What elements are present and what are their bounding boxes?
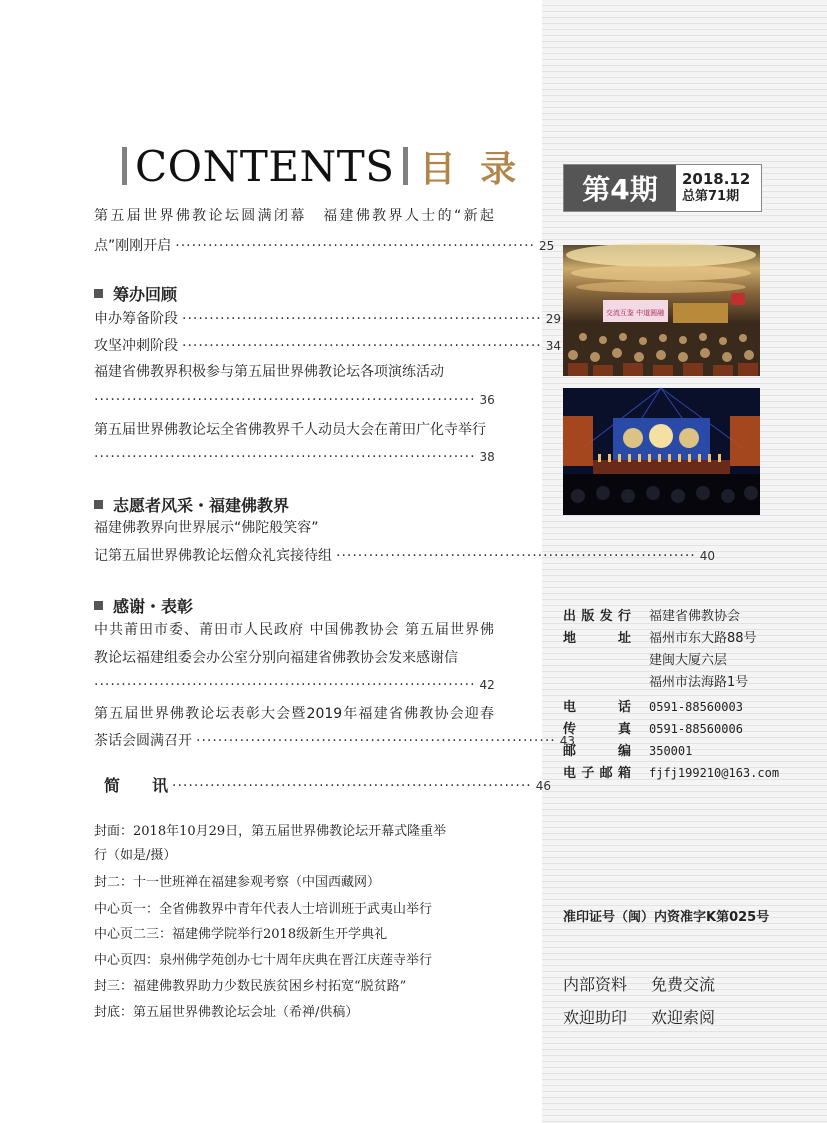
leader-dots: ·································································· [196,733,556,749]
issue-info [676,165,761,211]
banner-text: 交流互鉴 中道圆融 [605,309,665,317]
title-bar-left [122,147,127,185]
section-heading-2 [94,493,289,516]
conference-hall-illustration [563,245,760,376]
section-title: 筹办回顾 [113,285,178,304]
page-number: 34 [545,339,561,353]
toc-entry[interactable] [94,675,494,695]
pub-label: 传真 [563,722,631,737]
toc-entry-line1[interactable]: 福建省佛教界积极参与第五届世界佛教论坛各项演练活动 [94,364,444,380]
leader-dots: ·································································· [336,548,696,564]
pub-value: 福州市法海路1号 [649,675,749,690]
pub-label: 出版发行 [563,609,631,624]
free-text: 欢迎助印 [563,1008,628,1027]
pub-value: 福建省佛教协会 [649,609,741,624]
toc-entry[interactable] [94,447,494,467]
leader-dots: ·································································· [172,778,532,794]
pub-label: 邮编 [563,744,631,759]
free-line2 [563,1005,739,1028]
pub-address-line3 [649,672,748,694]
mulu-title: 目 录 [419,148,523,190]
issue-date: 2018.12 [682,170,751,188]
pub-label: 电话 [563,700,631,715]
toc-entry[interactable] [94,336,561,356]
cover-caption: 封二：十一世班禅在福建参观考察（中国西藏网） [94,875,381,890]
free-text: 内部资料 [563,975,628,994]
pub-email [563,762,779,785]
toc-entry-text: 茶话会圆满召开 [94,733,192,749]
pub-value: 0591-88560003 [649,700,743,714]
section-square-icon [94,500,103,509]
stage-illustration [563,388,760,515]
leader-dots: ·································································· [182,338,542,354]
toc-entry[interactable] [94,390,494,410]
page-number: 46 [535,779,552,793]
toc-entry-text: 攻坚冲刺阶段 [94,338,178,354]
free-line1 [563,972,739,995]
toc-entry-line2[interactable]: 教论坛福建组委会办公室分别向福建省佛教协会发来感谢信 [94,650,458,666]
page-number: 29 [545,312,561,326]
stage-performance-photo [563,388,760,515]
pub-zip [563,740,692,763]
issue-box [563,164,762,212]
permit-number: 准印证号（闽）内资准字K第025号 [563,910,770,925]
cover-caption: 封底：第五届世界佛教论坛会址（希禅/供稿） [94,1005,359,1020]
cover-caption: 中心页四：泉州佛学苑创办七十周年庆典在晋江庆莲寺举行 [94,953,433,968]
pub-value: 福州市东大路88号 [649,631,757,646]
leader-dots: ·································································· [182,311,542,327]
pub-phone [563,696,743,719]
pub-value: 0591-88560006 [649,722,743,736]
pub-publisher [563,606,740,628]
pub-address [563,628,757,650]
pub-value: 350001 [649,744,693,758]
cover-caption: 中心页二三：福建佛学院举行2018级新生开学典礼 [94,927,388,942]
section-heading-1 [94,282,177,305]
leader-dots: ·································································· [175,238,535,254]
page-number: 43 [559,734,575,748]
leader-dots: ······································································ [94,677,476,693]
toc-entry[interactable] [94,309,561,329]
section-title: 志愿者风采・福建佛教界 [113,496,290,515]
pub-address-line2 [649,650,727,672]
issue-number: 第4期 [564,165,676,211]
contents-header [122,140,522,192]
toc-entry-text: 申办筹备阶段 [94,311,178,327]
pub-value: 建闽大厦六层 [649,653,728,668]
pub-fax [563,718,743,741]
pub-value[interactable]: fjfj199210@163.com [649,766,780,780]
toc-entry-line1[interactable]: 中共莆田市委、莆田市人民政府 中国佛教协会 第五届世界佛 [94,622,494,638]
toc-entry-text: 记第五届世界佛教论坛僧众礼宾接待组 [94,548,332,564]
issue-total: 总第71期 [682,189,740,204]
section-heading-3 [94,594,193,617]
leader-dots: ······································································ [94,449,476,465]
section-square-icon [94,289,103,298]
toc-entry-line1[interactable]: 第五届世界佛教论坛表彰大会暨2019年福建省佛教协会迎春 [94,706,494,722]
pub-label: 电子邮箱 [563,766,631,781]
section-square-icon [94,601,103,610]
free-text: 欢迎索阅 [651,1008,716,1027]
leader-dots: ······································································ [94,392,476,408]
toc-lead-entry[interactable] [94,236,555,256]
page-number: 25 [538,239,555,253]
toc-lead-line1[interactable]: 第五届世界佛教论坛圆满闭幕 福建佛教界人士的“新起 [94,208,494,224]
section-title: 简 讯 [104,776,169,795]
title-bar-right [403,147,408,185]
section-heading-4[interactable] [94,776,552,796]
page-number: 36 [479,393,495,407]
toc-entry[interactable] [94,546,715,566]
toc-entry-line1[interactable]: 第五届世界佛教论坛全省佛教界千人动员大会在莆田广化寺举行 [94,422,486,438]
page-number: 40 [699,549,715,563]
cover-caption: 中心页一：全省佛教界中青年代表人士培训班于武夷山举行 [94,902,433,917]
cover-caption: 封三：福建佛教界助力少数民族贫困乡村拓宽“脱贫路” [94,979,407,994]
section-title: 感谢・表彰 [113,597,194,616]
cover-caption: 行（如是/摄） [94,848,177,863]
conference-hall-photo [563,245,760,376]
toc-entry-line1[interactable]: 福建佛教界向世界展示“佛陀般笑容” [94,520,319,536]
page-number: 38 [479,450,495,464]
contents-title: CONTENTS [135,141,395,191]
pub-label: 地址 [563,631,631,646]
toc-lead-line2: 点”刚刚开启 [94,238,172,254]
cover-caption: 封面：2018年10月29日，第五届世界佛教论坛开幕式隆重举 [94,824,447,839]
page-number: 42 [479,678,495,692]
free-text: 免费交流 [651,975,716,994]
toc-entry[interactable] [94,731,575,751]
